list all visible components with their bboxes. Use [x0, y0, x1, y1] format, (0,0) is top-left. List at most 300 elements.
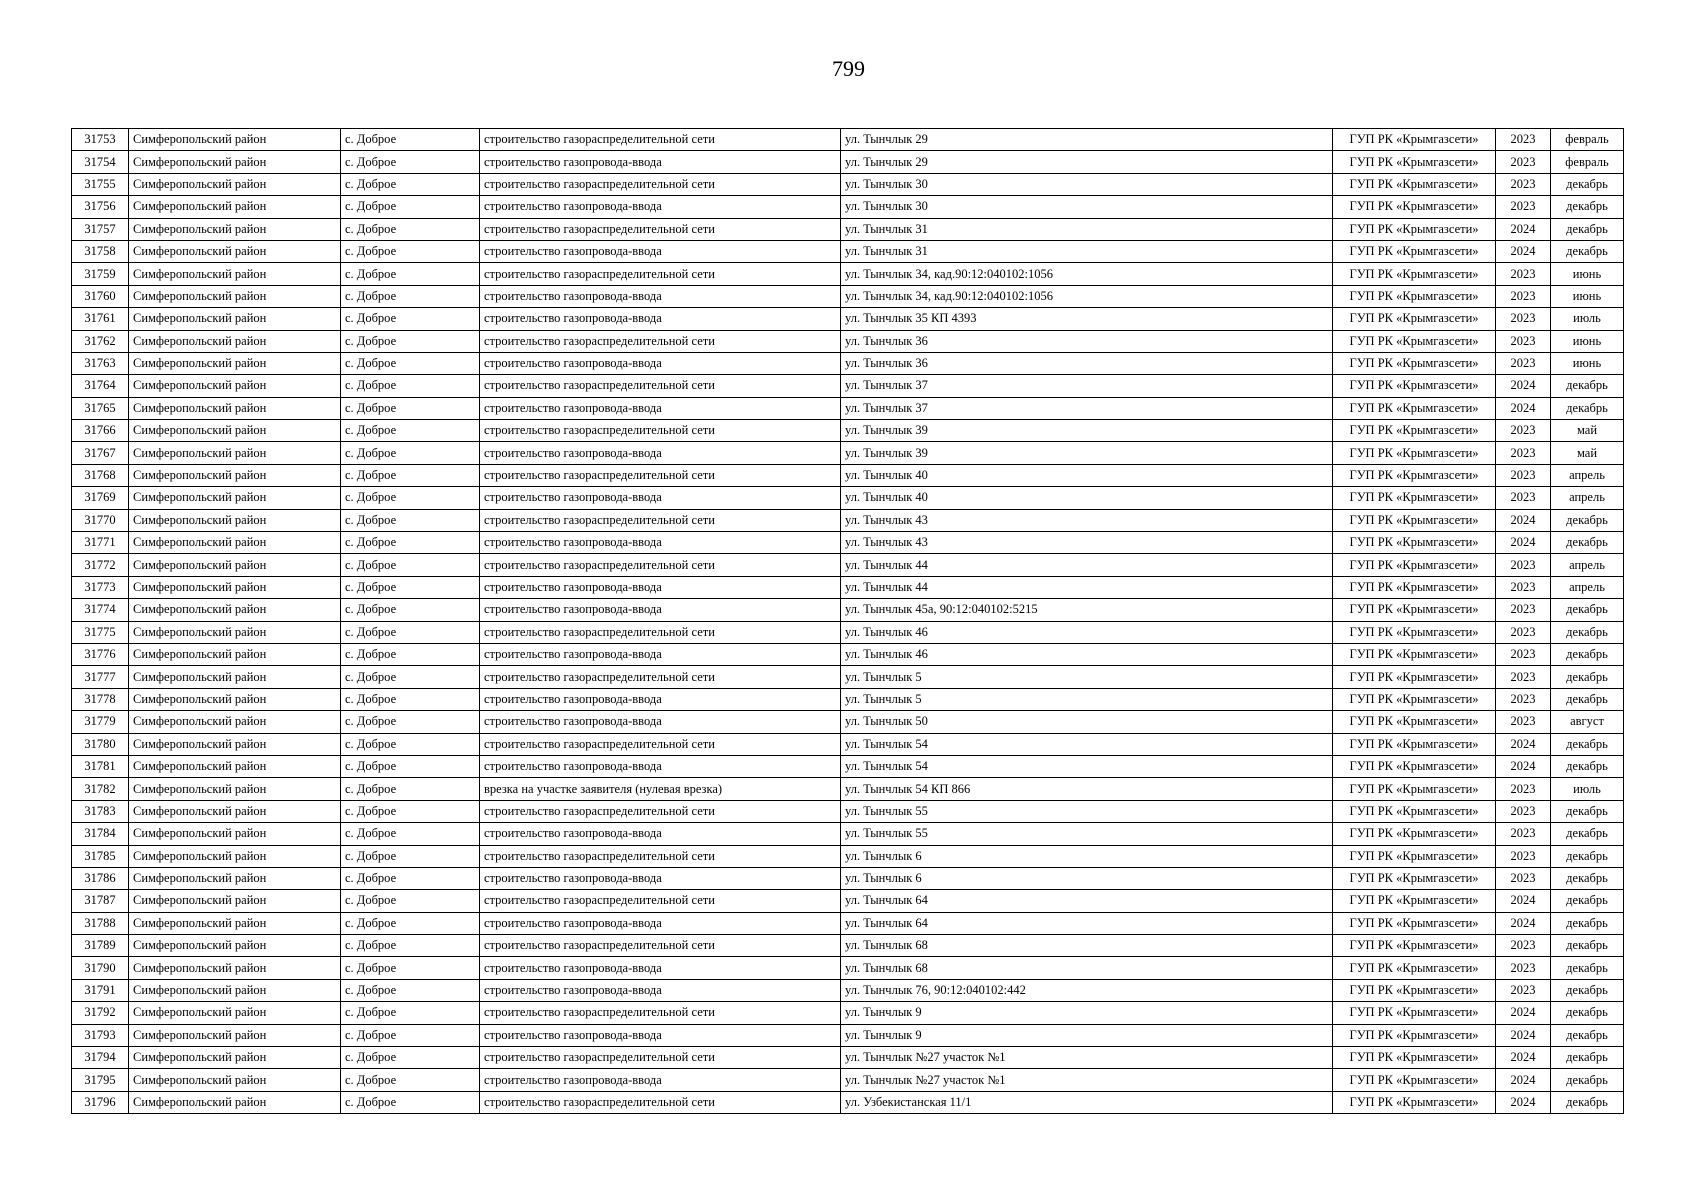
organization-cell: ГУП РК «Крымгазсети»: [1333, 240, 1496, 262]
village-cell: с. Доброе: [341, 621, 480, 643]
address-cell: ул. Узбекистанская 11/1: [841, 1091, 1333, 1113]
work-type-cell: строительство газораспределительной сети: [480, 1047, 841, 1069]
district-cell: Симферопольский район: [129, 487, 341, 509]
organization-cell: ГУП РК «Крымгазсети»: [1333, 509, 1496, 531]
row-number: 31783: [72, 800, 129, 822]
address-cell: ул. Тынчлык 44: [841, 576, 1333, 598]
work-type-cell: строительство газопровода-ввода: [480, 151, 841, 173]
table-row: [72, 330, 1624, 352]
work-type-cell: строительство газопровода-ввода: [480, 957, 841, 979]
month-cell: декабрь: [1551, 599, 1624, 621]
district-cell: Симферопольский район: [129, 733, 341, 755]
table-row: [72, 688, 1624, 710]
month-cell: декабрь: [1551, 240, 1624, 262]
row-number: 31754: [72, 151, 129, 173]
month-cell: декабрь: [1551, 935, 1624, 957]
district-cell: Симферопольский район: [129, 1024, 341, 1046]
district-cell: Симферопольский район: [129, 1069, 341, 1091]
year-cell: 2023: [1496, 420, 1551, 442]
work-type-cell: строительство газопровода-ввода: [480, 643, 841, 665]
row-number: 31768: [72, 464, 129, 486]
address-cell: ул. Тынчлык 40: [841, 464, 1333, 486]
table-row: [72, 1069, 1624, 1091]
village-cell: с. Доброе: [341, 823, 480, 845]
month-cell: декабрь: [1551, 1047, 1624, 1069]
table-row: [72, 912, 1624, 934]
year-cell: 2024: [1496, 733, 1551, 755]
month-cell: июнь: [1551, 352, 1624, 374]
address-cell: ул. Тынчлык 45а, 90:12:040102:5215: [841, 599, 1333, 621]
organization-cell: ГУП РК «Крымгазсети»: [1333, 464, 1496, 486]
row-number: 31765: [72, 397, 129, 419]
village-cell: с. Доброе: [341, 778, 480, 800]
organization-cell: ГУП РК «Крымгазсети»: [1333, 554, 1496, 576]
district-cell: Симферопольский район: [129, 308, 341, 330]
address-cell: ул. Тынчлык 9: [841, 1002, 1333, 1024]
district-cell: Симферопольский район: [129, 509, 341, 531]
address-cell: ул. Тынчлык 36: [841, 352, 1333, 374]
year-cell: 2024: [1496, 218, 1551, 240]
month-cell: декабрь: [1551, 912, 1624, 934]
year-cell: 2023: [1496, 330, 1551, 352]
village-cell: с. Доброе: [341, 330, 480, 352]
month-cell: апрель: [1551, 464, 1624, 486]
district-cell: Симферопольский район: [129, 643, 341, 665]
village-cell: с. Доброе: [341, 1069, 480, 1091]
year-cell: 2024: [1496, 375, 1551, 397]
row-number: 31793: [72, 1024, 129, 1046]
address-cell: ул. Тынчлык 9: [841, 1024, 1333, 1046]
row-number: 31792: [72, 1002, 129, 1024]
village-cell: с. Доброе: [341, 755, 480, 777]
work-type-cell: строительство газопровода-ввода: [480, 532, 841, 554]
village-cell: с. Доброе: [341, 285, 480, 307]
address-cell: ул. Тынчлык 54: [841, 733, 1333, 755]
year-cell: 2024: [1496, 1024, 1551, 1046]
year-cell: 2023: [1496, 688, 1551, 710]
village-cell: с. Доброе: [341, 173, 480, 195]
table-row: [72, 733, 1624, 755]
month-cell: июль: [1551, 308, 1624, 330]
row-number: 31791: [72, 979, 129, 1001]
village-cell: с. Доброе: [341, 666, 480, 688]
address-cell: ул. Тынчлык 35 КП 4393: [841, 308, 1333, 330]
district-cell: Симферопольский район: [129, 1002, 341, 1024]
organization-cell: ГУП РК «Крымгазсети»: [1333, 330, 1496, 352]
village-cell: с. Доброе: [341, 375, 480, 397]
year-cell: 2023: [1496, 845, 1551, 867]
year-cell: 2023: [1496, 621, 1551, 643]
work-type-cell: строительство газораспределительной сети: [480, 935, 841, 957]
organization-cell: ГУП РК «Крымгазсети»: [1333, 890, 1496, 912]
work-type-cell: строительство газопровода-ввода: [480, 1069, 841, 1091]
district-cell: Симферопольский район: [129, 1091, 341, 1113]
row-number: 31757: [72, 218, 129, 240]
work-type-cell: строительство газопровода-ввода: [480, 823, 841, 845]
year-cell: 2023: [1496, 778, 1551, 800]
organization-cell: ГУП РК «Крымгазсети»: [1333, 397, 1496, 419]
year-cell: 2024: [1496, 912, 1551, 934]
village-cell: с. Доброе: [341, 800, 480, 822]
organization-cell: ГУП РК «Крымгазсети»: [1333, 576, 1496, 598]
village-cell: с. Доброе: [341, 487, 480, 509]
district-cell: Симферопольский район: [129, 755, 341, 777]
year-cell: 2023: [1496, 173, 1551, 195]
village-cell: с. Доброе: [341, 554, 480, 576]
year-cell: 2024: [1496, 509, 1551, 531]
work-type-cell: строительство газораспределительной сети: [480, 800, 841, 822]
year-cell: 2024: [1496, 890, 1551, 912]
address-cell: ул. Тынчлык 46: [841, 621, 1333, 643]
organization-cell: ГУП РК «Крымгазсети»: [1333, 129, 1496, 151]
table-row: [72, 420, 1624, 442]
organization-cell: ГУП РК «Крымгазсети»: [1333, 1024, 1496, 1046]
district-cell: Симферопольский район: [129, 240, 341, 262]
year-cell: 2023: [1496, 285, 1551, 307]
work-type-cell: строительство газораспределительной сети: [480, 1091, 841, 1113]
village-cell: с. Доброе: [341, 979, 480, 1001]
table-row: [72, 173, 1624, 195]
work-type-cell: строительство газопровода-ввода: [480, 196, 841, 218]
district-cell: Симферопольский район: [129, 576, 341, 598]
organization-cell: ГУП РК «Крымгазсети»: [1333, 151, 1496, 173]
table-row: [72, 599, 1624, 621]
organization-cell: ГУП РК «Крымгазсети»: [1333, 912, 1496, 934]
village-cell: с. Доброе: [341, 688, 480, 710]
table-row: [72, 800, 1624, 822]
work-type-cell: строительство газораспределительной сети: [480, 173, 841, 195]
district-cell: Симферопольский район: [129, 845, 341, 867]
organization-cell: ГУП РК «Крымгазсети»: [1333, 532, 1496, 554]
address-cell: ул. Тынчлык 34, кад.90:12:040102:1056: [841, 263, 1333, 285]
address-cell: ул. Тынчлык 39: [841, 442, 1333, 464]
row-number: 31762: [72, 330, 129, 352]
organization-cell: ГУП РК «Крымгазсети»: [1333, 352, 1496, 374]
table-row: [72, 666, 1624, 688]
work-type-cell: строительство газопровода-ввода: [480, 240, 841, 262]
organization-cell: ГУП РК «Крымгазсети»: [1333, 420, 1496, 442]
work-type-cell: строительство газопровода-ввода: [480, 352, 841, 374]
table-row: [72, 1024, 1624, 1046]
table-row: [72, 308, 1624, 330]
district-cell: Симферопольский район: [129, 151, 341, 173]
row-number: 31755: [72, 173, 129, 195]
work-type-cell: строительство газопровода-ввода: [480, 285, 841, 307]
table-row: [72, 487, 1624, 509]
village-cell: с. Доброе: [341, 532, 480, 554]
village-cell: с. Доброе: [341, 509, 480, 531]
district-cell: Симферопольский район: [129, 330, 341, 352]
table-row: [72, 263, 1624, 285]
table-row: [72, 979, 1624, 1001]
work-type-cell: строительство газораспределительной сети: [480, 375, 841, 397]
organization-cell: ГУП РК «Крымгазсети»: [1333, 621, 1496, 643]
year-cell: 2023: [1496, 576, 1551, 598]
table-row: [72, 755, 1624, 777]
table-row: [72, 196, 1624, 218]
address-cell: ул. Тынчлык 5: [841, 688, 1333, 710]
village-cell: с. Доброе: [341, 957, 480, 979]
village-cell: с. Доброе: [341, 733, 480, 755]
year-cell: 2023: [1496, 464, 1551, 486]
organization-cell: ГУП РК «Крымгазсети»: [1333, 778, 1496, 800]
year-cell: 2023: [1496, 442, 1551, 464]
address-cell: ул. Тынчлык 5: [841, 666, 1333, 688]
work-type-cell: врезка на участке заявителя (нулевая врезка): [480, 778, 841, 800]
table-row: [72, 1002, 1624, 1024]
row-number: 31788: [72, 912, 129, 934]
month-cell: декабрь: [1551, 867, 1624, 889]
table-row: [72, 711, 1624, 733]
month-cell: февраль: [1551, 151, 1624, 173]
month-cell: декабрь: [1551, 643, 1624, 665]
address-cell: ул. Тынчлык 64: [841, 912, 1333, 934]
district-cell: Симферопольский район: [129, 442, 341, 464]
year-cell: 2023: [1496, 867, 1551, 889]
organization-cell: ГУП РК «Крымгазсети»: [1333, 957, 1496, 979]
year-cell: 2024: [1496, 1069, 1551, 1091]
month-cell: декабрь: [1551, 845, 1624, 867]
village-cell: с. Доброе: [341, 129, 480, 151]
year-cell: 2023: [1496, 151, 1551, 173]
table-row: [72, 576, 1624, 598]
address-cell: ул. Тынчлык 46: [841, 643, 1333, 665]
work-type-cell: строительство газопровода-ввода: [480, 688, 841, 710]
district-cell: Симферопольский район: [129, 285, 341, 307]
year-cell: 2023: [1496, 129, 1551, 151]
organization-cell: ГУП РК «Крымгазсети»: [1333, 218, 1496, 240]
village-cell: с. Доброе: [341, 1024, 480, 1046]
year-cell: 2023: [1496, 554, 1551, 576]
row-number: 31766: [72, 420, 129, 442]
district-cell: Симферопольский район: [129, 867, 341, 889]
village-cell: с. Доброе: [341, 397, 480, 419]
district-cell: Симферопольский район: [129, 173, 341, 195]
table-row: [72, 621, 1624, 643]
work-type-cell: строительство газопровода-ввода: [480, 1024, 841, 1046]
row-number: 31778: [72, 688, 129, 710]
row-number: 31759: [72, 263, 129, 285]
village-cell: с. Доброе: [341, 845, 480, 867]
work-type-cell: строительство газопровода-ввода: [480, 397, 841, 419]
village-cell: с. Доброе: [341, 196, 480, 218]
year-cell: 2023: [1496, 800, 1551, 822]
address-cell: ул. Тынчлык №27 участок №1: [841, 1047, 1333, 1069]
table-row: [72, 352, 1624, 374]
district-cell: Симферопольский район: [129, 979, 341, 1001]
address-cell: ул. Тынчлык 30: [841, 173, 1333, 195]
village-cell: с. Доброе: [341, 912, 480, 934]
district-cell: Симферопольский район: [129, 129, 341, 151]
registry-body: [72, 129, 1624, 1114]
month-cell: декабрь: [1551, 196, 1624, 218]
address-cell: ул. Тынчлык 50: [841, 711, 1333, 733]
year-cell: 2023: [1496, 308, 1551, 330]
village-cell: с. Доброе: [341, 420, 480, 442]
month-cell: май: [1551, 420, 1624, 442]
year-cell: 2023: [1496, 352, 1551, 374]
village-cell: с. Доброе: [341, 711, 480, 733]
row-number: 31761: [72, 308, 129, 330]
village-cell: с. Доброе: [341, 263, 480, 285]
work-type-cell: строительство газораспределительной сети: [480, 554, 841, 576]
address-cell: ул. Тынчлык 68: [841, 935, 1333, 957]
table-row: [72, 778, 1624, 800]
organization-cell: ГУП РК «Крымгазсети»: [1333, 599, 1496, 621]
work-type-cell: строительство газопровода-ввода: [480, 867, 841, 889]
district-cell: Симферопольский район: [129, 800, 341, 822]
address-cell: ул. Тынчлык 55: [841, 823, 1333, 845]
month-cell: декабрь: [1551, 890, 1624, 912]
village-cell: с. Доброе: [341, 464, 480, 486]
village-cell: с. Доброе: [341, 599, 480, 621]
year-cell: 2023: [1496, 979, 1551, 1001]
row-number: 31772: [72, 554, 129, 576]
organization-cell: ГУП РК «Крымгазсети»: [1333, 196, 1496, 218]
address-cell: ул. Тынчлык 44: [841, 554, 1333, 576]
month-cell: декабрь: [1551, 755, 1624, 777]
village-cell: с. Доброе: [341, 240, 480, 262]
table-row: [72, 218, 1624, 240]
row-number: 31782: [72, 778, 129, 800]
village-cell: с. Доброе: [341, 218, 480, 240]
work-type-cell: строительство газопровода-ввода: [480, 442, 841, 464]
organization-cell: ГУП РК «Крымгазсети»: [1333, 285, 1496, 307]
village-cell: с. Доброе: [341, 308, 480, 330]
village-cell: с. Доброе: [341, 867, 480, 889]
month-cell: апрель: [1551, 576, 1624, 598]
year-cell: 2023: [1496, 823, 1551, 845]
organization-cell: ГУП РК «Крымгазсети»: [1333, 800, 1496, 822]
year-cell: 2023: [1496, 487, 1551, 509]
work-type-cell: строительство газораспределительной сети: [480, 218, 841, 240]
organization-cell: ГУП РК «Крымгазсети»: [1333, 1091, 1496, 1113]
year-cell: 2023: [1496, 643, 1551, 665]
month-cell: апрель: [1551, 554, 1624, 576]
row-number: 31767: [72, 442, 129, 464]
month-cell: май: [1551, 442, 1624, 464]
work-type-cell: строительство газопровода-ввода: [480, 979, 841, 1001]
row-number: 31774: [72, 599, 129, 621]
row-number: 31784: [72, 823, 129, 845]
district-cell: Симферопольский район: [129, 554, 341, 576]
year-cell: 2024: [1496, 1091, 1551, 1113]
district-cell: Симферопольский район: [129, 688, 341, 710]
month-cell: декабрь: [1551, 1069, 1624, 1091]
organization-cell: ГУП РК «Крымгазсети»: [1333, 487, 1496, 509]
work-type-cell: строительство газораспределительной сети: [480, 330, 841, 352]
village-cell: с. Доброе: [341, 442, 480, 464]
row-number: 31787: [72, 890, 129, 912]
work-type-cell: строительство газораспределительной сети: [480, 1002, 841, 1024]
organization-cell: ГУП РК «Крымгазсети»: [1333, 263, 1496, 285]
work-type-cell: строительство газораспределительной сети: [480, 621, 841, 643]
organization-cell: ГУП РК «Крымгазсети»: [1333, 979, 1496, 1001]
address-cell: ул. Тынчлык 39: [841, 420, 1333, 442]
month-cell: декабрь: [1551, 979, 1624, 1001]
year-cell: 2023: [1496, 263, 1551, 285]
work-type-cell: строительство газораспределительной сети: [480, 129, 841, 151]
page-number: 799: [832, 56, 865, 81]
table-row: [72, 554, 1624, 576]
year-cell: 2023: [1496, 935, 1551, 957]
address-cell: ул. Тынчлык 29: [841, 151, 1333, 173]
district-cell: Симферопольский район: [129, 196, 341, 218]
address-cell: ул. Тынчлык 43: [841, 509, 1333, 531]
district-cell: Симферопольский район: [129, 397, 341, 419]
organization-cell: ГУП РК «Крымгазсети»: [1333, 643, 1496, 665]
month-cell: декабрь: [1551, 1024, 1624, 1046]
organization-cell: ГУП РК «Крымгазсети»: [1333, 823, 1496, 845]
work-type-cell: строительство газопровода-ввода: [480, 755, 841, 777]
organization-cell: ГУП РК «Крымгазсети»: [1333, 1047, 1496, 1069]
organization-cell: ГУП РК «Крымгазсети»: [1333, 688, 1496, 710]
table-row: [72, 397, 1624, 419]
district-cell: Симферопольский район: [129, 464, 341, 486]
year-cell: 2024: [1496, 1002, 1551, 1024]
year-cell: 2024: [1496, 397, 1551, 419]
month-cell: апрель: [1551, 487, 1624, 509]
address-cell: ул. Тынчлык 31: [841, 218, 1333, 240]
work-type-cell: строительство газораспределительной сети: [480, 263, 841, 285]
row-number: 31786: [72, 867, 129, 889]
work-type-cell: строительство газораспределительной сети: [480, 890, 841, 912]
table-row: [72, 509, 1624, 531]
row-number: 31753: [72, 129, 129, 151]
month-cell: декабрь: [1551, 823, 1624, 845]
address-cell: ул. Тынчлык 55: [841, 800, 1333, 822]
table-row: [72, 643, 1624, 665]
row-number: 31777: [72, 666, 129, 688]
village-cell: с. Доброе: [341, 352, 480, 374]
month-cell: декабрь: [1551, 666, 1624, 688]
organization-cell: ГУП РК «Крымгазсети»: [1333, 733, 1496, 755]
organization-cell: ГУП РК «Крымгазсети»: [1333, 1069, 1496, 1091]
district-cell: Симферопольский район: [129, 935, 341, 957]
row-number: 31773: [72, 576, 129, 598]
work-type-cell: строительство газопровода-ввода: [480, 711, 841, 733]
organization-cell: ГУП РК «Крымгазсети»: [1333, 935, 1496, 957]
work-type-cell: строительство газопровода-ввода: [480, 308, 841, 330]
month-cell: июнь: [1551, 330, 1624, 352]
month-cell: декабрь: [1551, 621, 1624, 643]
work-type-cell: строительство газораспределительной сети: [480, 666, 841, 688]
address-cell: ул. Тынчлык 29: [841, 129, 1333, 151]
district-cell: Симферопольский район: [129, 263, 341, 285]
organization-cell: ГУП РК «Крымгазсети»: [1333, 308, 1496, 330]
row-number: 31771: [72, 532, 129, 554]
month-cell: декабрь: [1551, 800, 1624, 822]
organization-cell: ГУП РК «Крымгазсети»: [1333, 1002, 1496, 1024]
row-number: 31775: [72, 621, 129, 643]
row-number: 31763: [72, 352, 129, 374]
organization-cell: ГУП РК «Крымгазсети»: [1333, 173, 1496, 195]
village-cell: с. Доброе: [341, 151, 480, 173]
address-cell: ул. Тынчлык 6: [841, 845, 1333, 867]
row-number: 31760: [72, 285, 129, 307]
registry-table: [71, 128, 1624, 1114]
year-cell: 2024: [1496, 755, 1551, 777]
row-number: 31796: [72, 1091, 129, 1113]
address-cell: ул. Тынчлык 54: [841, 755, 1333, 777]
year-cell: 2023: [1496, 711, 1551, 733]
month-cell: декабрь: [1551, 733, 1624, 755]
year-cell: 2024: [1496, 240, 1551, 262]
district-cell: Симферопольский район: [129, 218, 341, 240]
row-number: 31781: [72, 755, 129, 777]
year-cell: 2023: [1496, 196, 1551, 218]
organization-cell: ГУП РК «Крымгазсети»: [1333, 375, 1496, 397]
